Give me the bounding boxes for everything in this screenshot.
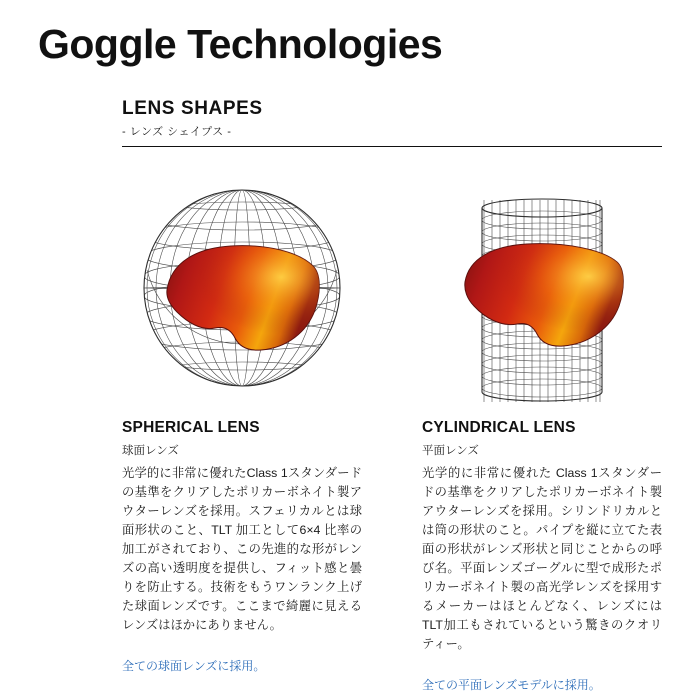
spherical-lens-figure bbox=[122, 165, 362, 415]
cylindrical-goggle-lens bbox=[465, 244, 623, 346]
spherical-lens-illustration bbox=[127, 170, 357, 410]
cylindrical-lens-title: CYLINDRICAL LENS bbox=[422, 419, 576, 436]
cylindrical-lens-link[interactable]: 全ての平面レンズモデルに採用。 bbox=[422, 678, 601, 693]
cylindrical-lens-column bbox=[422, 165, 662, 694]
spherical-lens-description: 光学的に非常に優れたClass 1スタンダードの基準をクリアしたポリカーボネイト製アウターレンズを採用。スフェリカルとは球面形状のこと、TLT 加工として6×4 比率の加工がされており、この先進的な形がレンズの高い透明度を提供し、フィット感と曇りを防止する。技術をもうワンランク上げた球面レンズです。ここまで綺麗に見えるレンズはほかにありません。 bbox=[122, 466, 362, 633]
section-divider bbox=[122, 146, 662, 147]
cylindrical-lens-subtitle: 平面レンズ bbox=[422, 445, 479, 457]
section-header bbox=[122, 98, 662, 139]
spherical-lens-subtitle: 球面レンズ bbox=[122, 445, 179, 457]
section-title: LENS SHAPES bbox=[122, 98, 263, 119]
cylindrical-lens-description: 光学的に非常に優れた Class 1スタンダードの基準をクリアしたポリカーボネイト製アウターレンズを採用。シリンドリカルとは筒の形状のこと。パイプを縦に立てた表面の形状がレンズ形状と同じことからの呼び名。平面レンズゴーグルに型で成形たポリカーボネイト製の高光学レンズを採用するメーカーはほとんどなく、レンズにはTLT加工もされているという驚きのクオリティー。 bbox=[422, 466, 662, 652]
section-subtitle: - レンズ シェイプス - bbox=[122, 126, 232, 138]
page-title: Goggle Technologies bbox=[38, 21, 443, 67]
lens-columns bbox=[122, 165, 662, 694]
lens-shapes-section bbox=[122, 98, 662, 694]
cylindrical-lens-figure bbox=[422, 165, 662, 415]
spherical-lens-title: SPHERICAL LENS bbox=[122, 419, 260, 436]
spherical-goggle-lens bbox=[167, 246, 319, 350]
spherical-lens-link[interactable]: 全ての球面レンズに採用。 bbox=[122, 659, 266, 674]
spherical-lens-column bbox=[122, 165, 362, 694]
spherical-lens-link-wrap bbox=[122, 643, 362, 675]
cylindrical-lens-illustration bbox=[427, 170, 657, 410]
cylindrical-lens-link-wrap bbox=[422, 662, 662, 694]
